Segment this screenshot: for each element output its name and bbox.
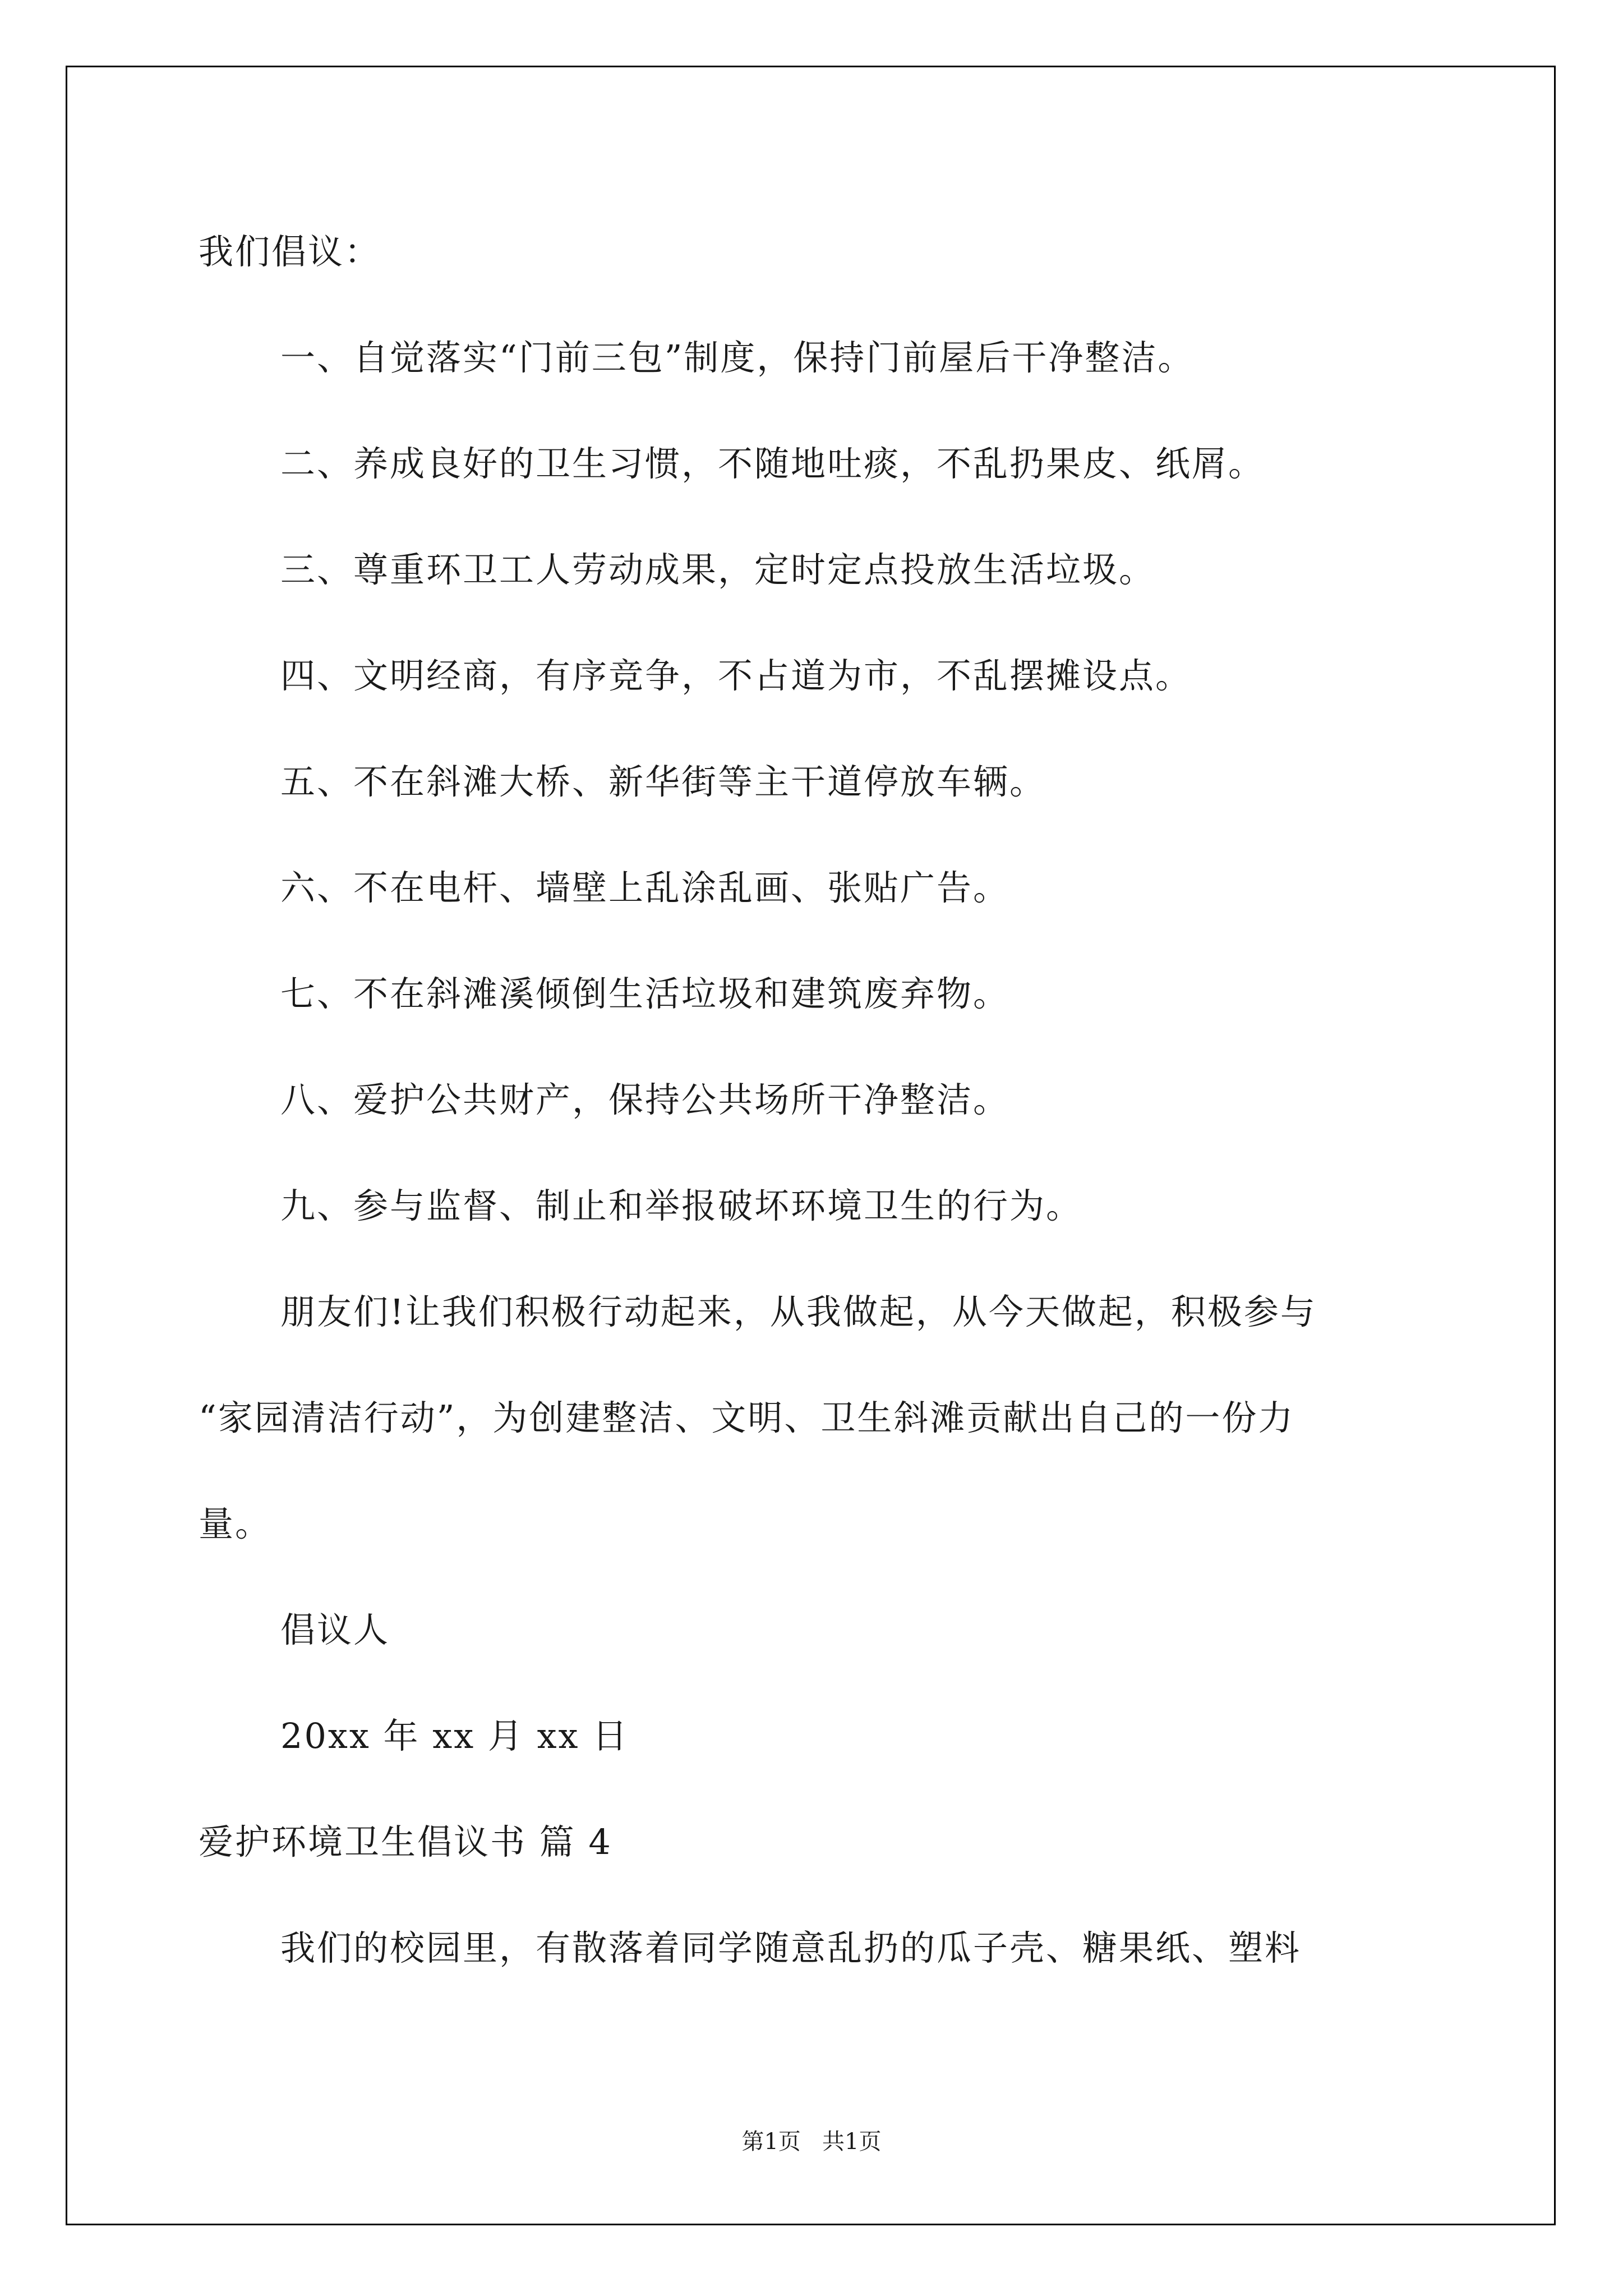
signature-date: 20xx 年 xx 月 xx 日 [280,1715,629,1756]
proposal-item-6: 六、不在电杆、墙壁上乱涂乱画、张贴广告。 [280,867,1010,908]
page-number-footer: 第1页 共1页 [741,2129,882,2155]
proposal-item-8: 八、爱护公共财产，保持公共场所干净整洁。 [280,1079,1010,1120]
proposal-item-7: 七、不在斜滩溪倾倒生活垃圾和建筑废弃物。 [280,973,1010,1014]
section-heading: 爱护环境卫生倡议书 篇 4 [199,1821,612,1862]
proposal-item-2: 二、养成良好的卫生习惯，不随地吐痰，不乱扔果皮、纸屑。 [280,443,1265,484]
proposal-item-5: 五、不在斜滩大桥、新华街等主干道停放车辆。 [280,761,1046,802]
closing-paragraph-line-2: “家园清洁行动”，为创建整洁、文明、卫生斜滩贡献出自己的一份力 [199,1397,1295,1438]
proposal-item-4: 四、文明经商，有序竞争，不占道为市，不乱摆摊设点。 [280,655,1192,696]
closing-paragraph-line-3: 量。 [199,1503,272,1544]
proposal-item-1: 一、自觉落实“门前三包”制度，保持门前屋后干净整洁。 [280,337,1195,378]
closing-paragraph-line-1: 朋友们!让我们积极行动起来，从我做起，从今天做起，积极参与 [280,1291,1317,1332]
signature-label: 倡议人 [280,1609,390,1650]
proposal-item-9: 九、参与监督、制止和举报破坏环境卫生的行为。 [280,1185,1083,1226]
proposal-intro: 我们倡议： [199,231,381,272]
section-paragraph-line-1: 我们的校园里，有散落着同学随意乱扔的瓜子壳、糖果纸、塑料 [280,1927,1302,1968]
page-border [66,66,1556,2225]
proposal-item-3: 三、尊重环卫工人劳动成果，定时定点投放生活垃圾。 [280,549,1156,590]
